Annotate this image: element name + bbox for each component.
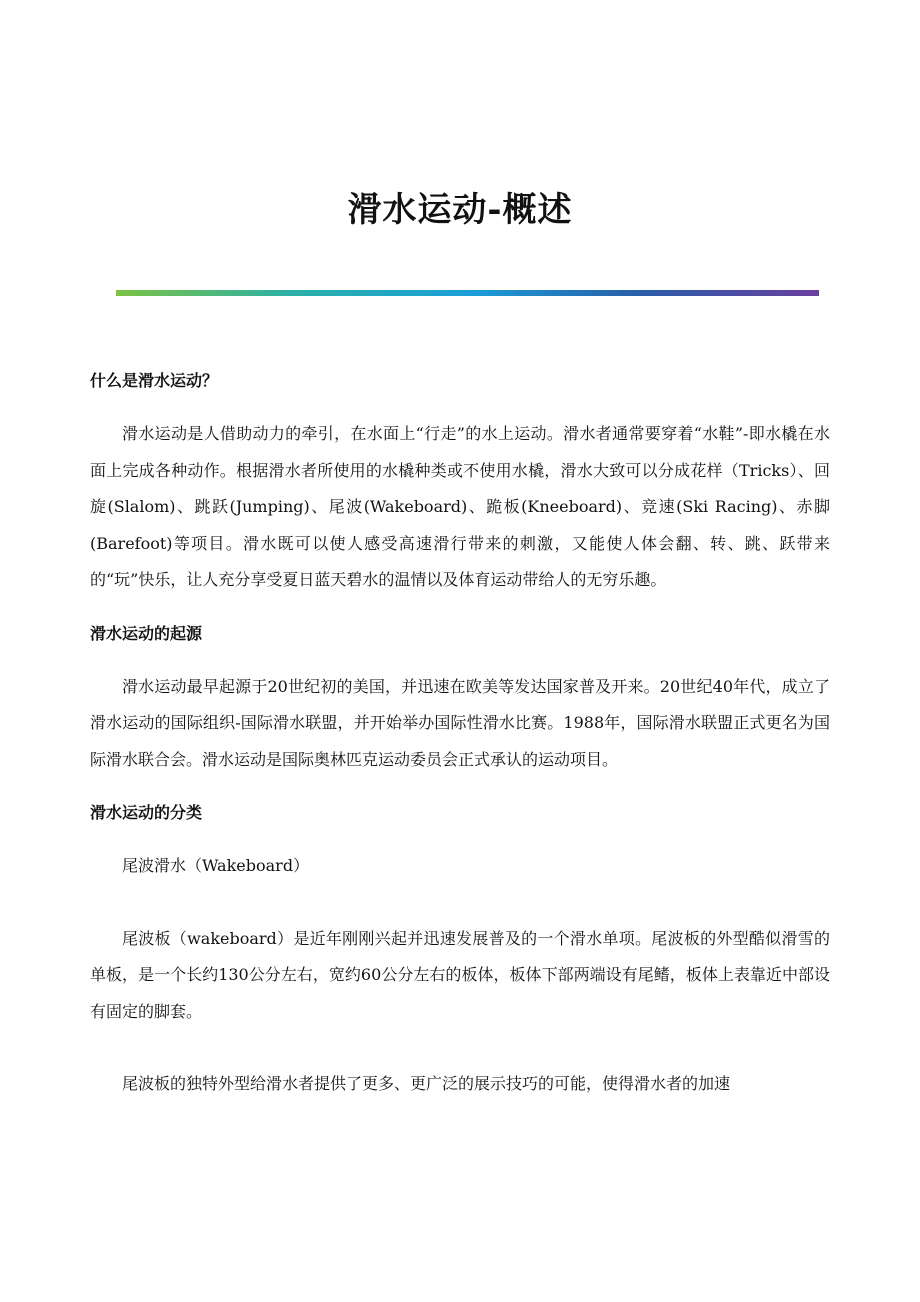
paragraph-wakeboard-desc: 尾波板（wakeboard）是近年刚刚兴起并迅速发展普及的一个滑水单项。尾波板的外型酷似滑雪的单板，是一个长约130公分左右，宽约60公分左右的板体，板体下部两端设有尾鳍，板体上表靠近中部设有固定的脚套。 — [90, 928, 830, 1021]
section-heading-what-is: 什么是滑水运动？ — [90, 371, 219, 390]
section-heading-classification: 滑水运动的分类 — [90, 803, 203, 822]
paragraph-wakeboard-shape: 尾波板的独特外型给滑水者提供了更多、更广泛的展示技巧的可能，使得滑水者的加速 — [122, 1074, 731, 1093]
paragraph-what-is: 滑水运动是人借助动力的牵引，在水面上“行走”的水上运动。滑水者通常要穿着“水鞋”-即水橇在水面上完成各种动作。根据滑水者所使用的水橇种类或不使用水橇，滑水大致可以分成花样（Tricks）、回旋(Slalom)、跳跃(Jumping)、尾波(Wakeboard)、跪板(Kneeboard)、竞速(Ski Racing)、赤脚(Barefoot)等项目。滑水既可以使人感受高速滑行带来的刺激，又能使人体会翻、转、跳、跃带来的“玩”快乐，让人充分享受夏日蓝天碧水的温情以及体育运动带给人的无穷乐趣。 — [90, 424, 830, 589]
title-divider — [116, 290, 819, 296]
paragraph-origin: 滑水运动最早起源于20世纪初的美国，并迅速在欧美等发达国家普及开来。20世纪40年代，成立了滑水运动的国际组织-国际滑水联盟，并开始举办国际性滑水比赛。1988年，国际滑水联盟正式更名为国际滑水联合会。滑水运动是国际奥林匹克运动委员会正式承认的运动项目。 — [90, 676, 830, 769]
document-title: 滑水运动-概述 — [347, 190, 573, 230]
document-body — [90, 366, 830, 1103]
section-heading-origin: 滑水运动的起源 — [90, 623, 203, 643]
subheading-wakeboard: 尾波滑水（Wakeboard） — [122, 856, 310, 875]
